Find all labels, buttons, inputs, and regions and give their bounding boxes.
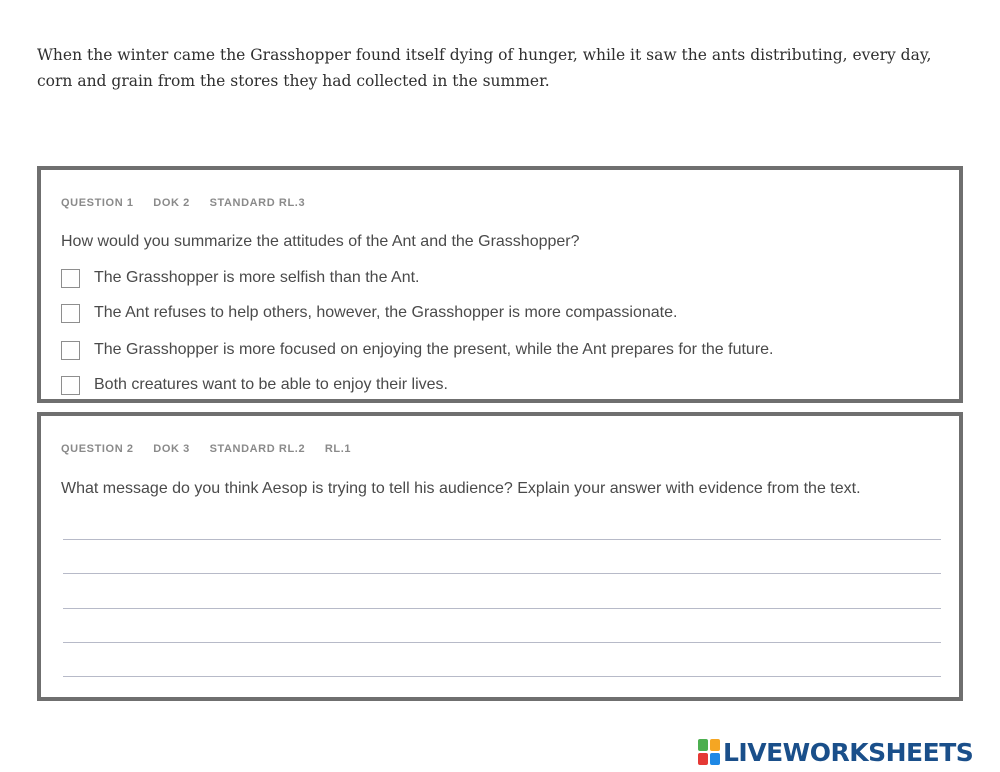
option-4-label: Both creatures want to be able to enjoy their lives. [94, 376, 448, 393]
standard-tag: STANDARD RL.2 [209, 443, 306, 455]
option-4-checkbox[interactable] [61, 376, 80, 395]
answer-line-2[interactable] [63, 573, 941, 574]
option-2-checkbox[interactable] [61, 304, 80, 323]
question-2-prompt: What message do you think Aesop is trying to tell his audience? Explain your answer with evidence from the text. [61, 480, 861, 497]
question-1-prompt: How would you summarize the attitudes of the Ant and the Grasshopper? [61, 233, 580, 250]
answer-line-4[interactable] [63, 642, 941, 643]
question-2-card [37, 412, 963, 701]
answer-line-5[interactable] [63, 676, 941, 677]
option-1[interactable] [61, 266, 420, 290]
question-2-meta [61, 443, 367, 455]
liveworksheets-logo-icon [698, 739, 720, 765]
reading-passage: When the winter came the Grasshopper found itself dying of hunger, while it saw the ants distributing, every day, corn and grain from the stores they had collected in the summer. [37, 46, 932, 90]
option-1-checkbox[interactable] [61, 269, 80, 288]
answer-line-1[interactable] [63, 539, 941, 540]
question-number-tag: QUESTION 1 [61, 197, 134, 209]
option-3[interactable] [61, 338, 774, 362]
question-1-card [37, 166, 963, 403]
option-3-label: The Grasshopper is more focused on enjoying the present, while the Ant prepares for the future. [94, 341, 774, 358]
option-2-label: The Ant refuses to help others, however, the Grasshopper is more compassionate. [94, 304, 678, 321]
option-4[interactable] [61, 373, 448, 397]
logo-wordmark: LIVEWORKSHEETS [723, 737, 974, 767]
question-1-meta [61, 197, 321, 209]
liveworksheets-logo [698, 738, 973, 766]
dok-tag: DOK 2 [153, 197, 190, 209]
dok-tag: DOK 3 [153, 443, 190, 455]
option-1-label: The Grasshopper is more selfish than the Ant. [94, 269, 420, 286]
standard-tag-secondary: RL.1 [324, 443, 352, 455]
answer-line-3[interactable] [63, 608, 941, 609]
question-number-tag: QUESTION 2 [61, 443, 134, 455]
option-3-checkbox[interactable] [61, 341, 80, 360]
option-2[interactable] [61, 301, 677, 325]
standard-tag: STANDARD RL.3 [209, 197, 306, 209]
